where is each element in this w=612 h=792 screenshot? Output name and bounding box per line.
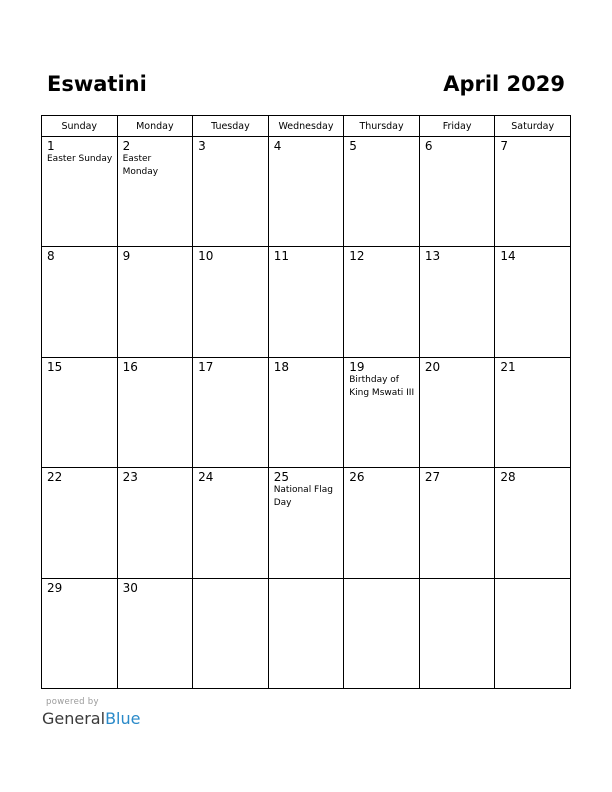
day-number: 11: [273, 249, 289, 264]
generalblue-logo[interactable]: [42, 709, 140, 729]
day-cell: [268, 137, 344, 247]
day-number: 18: [273, 359, 289, 374]
day-cell: [419, 578, 495, 688]
day-number: 25: [273, 470, 289, 485]
weekday-header: Thursday: [344, 116, 420, 137]
weekday-header: Saturday: [495, 116, 571, 137]
day-cell: [117, 578, 193, 688]
weekday-header: Friday: [419, 116, 495, 137]
day-number: 3: [198, 139, 206, 153]
day-cell: [193, 468, 269, 578]
day-number: 20: [424, 359, 441, 374]
calendar-grid: [41, 115, 571, 689]
day-number: 30: [122, 580, 138, 595]
day-cell: [193, 137, 269, 247]
day-number: 10: [198, 249, 214, 264]
day-cell: [419, 468, 495, 578]
weekday-header-row: [42, 116, 571, 137]
day-number: 7: [500, 139, 509, 153]
brand-name-part2: Blue: [105, 709, 141, 728]
day-number: [344, 579, 419, 581]
day-cell: [117, 468, 193, 578]
day-number: 23: [122, 470, 138, 485]
week-row: [42, 578, 571, 688]
weekday-header: Tuesday: [193, 116, 269, 137]
day-cell: [193, 578, 269, 688]
day-number: 15: [47, 359, 63, 374]
day-cell: [495, 357, 571, 467]
day-cell: [268, 357, 344, 467]
day-cell: [117, 247, 193, 357]
day-cell: [117, 137, 193, 247]
day-cell: [344, 468, 420, 578]
day-cell: [193, 247, 269, 357]
day-number: 22: [47, 470, 63, 485]
day-number: [269, 579, 344, 581]
month-year-title: April 2029: [443, 72, 565, 96]
day-cell: [193, 357, 269, 467]
day-number: 28: [500, 470, 516, 485]
day-cell: [42, 247, 118, 357]
weekday-header: Sunday: [42, 116, 118, 137]
day-cell: [42, 357, 118, 467]
day-number: [495, 579, 570, 581]
day-cell: [495, 137, 571, 247]
day-number: 14: [500, 249, 516, 264]
powered-by-label: powered by: [46, 697, 99, 707]
day-number: 8: [47, 249, 55, 264]
week-row: [42, 468, 571, 578]
weekday-header: Wednesday: [268, 116, 344, 137]
country-title: Eswatini: [47, 72, 147, 96]
day-cell: [42, 578, 118, 688]
day-cell: [495, 468, 571, 578]
day-cell: [42, 468, 118, 578]
day-number: 2: [122, 139, 131, 153]
day-cell: [344, 137, 420, 247]
week-row: [42, 247, 571, 357]
day-number: 6: [424, 139, 433, 153]
day-cell: [268, 247, 344, 357]
week-row: [42, 357, 571, 467]
day-cell: [268, 578, 344, 688]
day-number: 17: [198, 359, 214, 374]
holiday-label: Easter Monday: [122, 154, 159, 177]
day-number: [420, 579, 495, 581]
day-number: [193, 579, 268, 581]
day-number: 5: [349, 139, 357, 153]
holiday-label: Easter Sunday: [47, 154, 113, 164]
day-number: 24: [198, 470, 214, 485]
holiday-label: National Flag Day: [273, 485, 333, 509]
day-number: 13: [424, 249, 441, 264]
day-cell: [344, 357, 420, 467]
day-number: 19: [349, 359, 365, 374]
day-cell: [117, 357, 193, 467]
day-cell: [419, 247, 495, 357]
holiday-label: Birthday of King Mswati III: [349, 374, 415, 398]
week-row: [42, 137, 571, 247]
day-number: 9: [122, 249, 131, 264]
day-cell: [495, 247, 571, 357]
day-number: 4: [273, 139, 282, 153]
day-number: 26: [349, 470, 365, 485]
day-cell: [268, 468, 344, 578]
day-number: 12: [349, 249, 365, 264]
day-number: 16: [122, 359, 138, 374]
day-number: 1: [47, 139, 55, 153]
day-cell: [419, 357, 495, 467]
day-number: 27: [424, 470, 441, 485]
day-cell: [344, 247, 420, 357]
day-number: 29: [47, 580, 63, 595]
day-cell: [42, 137, 118, 247]
brand-name-part1: General: [42, 709, 106, 728]
day-cell: [495, 578, 571, 688]
day-number: 21: [500, 359, 516, 374]
day-cell: [344, 578, 420, 688]
weekday-header: Monday: [117, 116, 193, 137]
day-cell: [419, 137, 495, 247]
